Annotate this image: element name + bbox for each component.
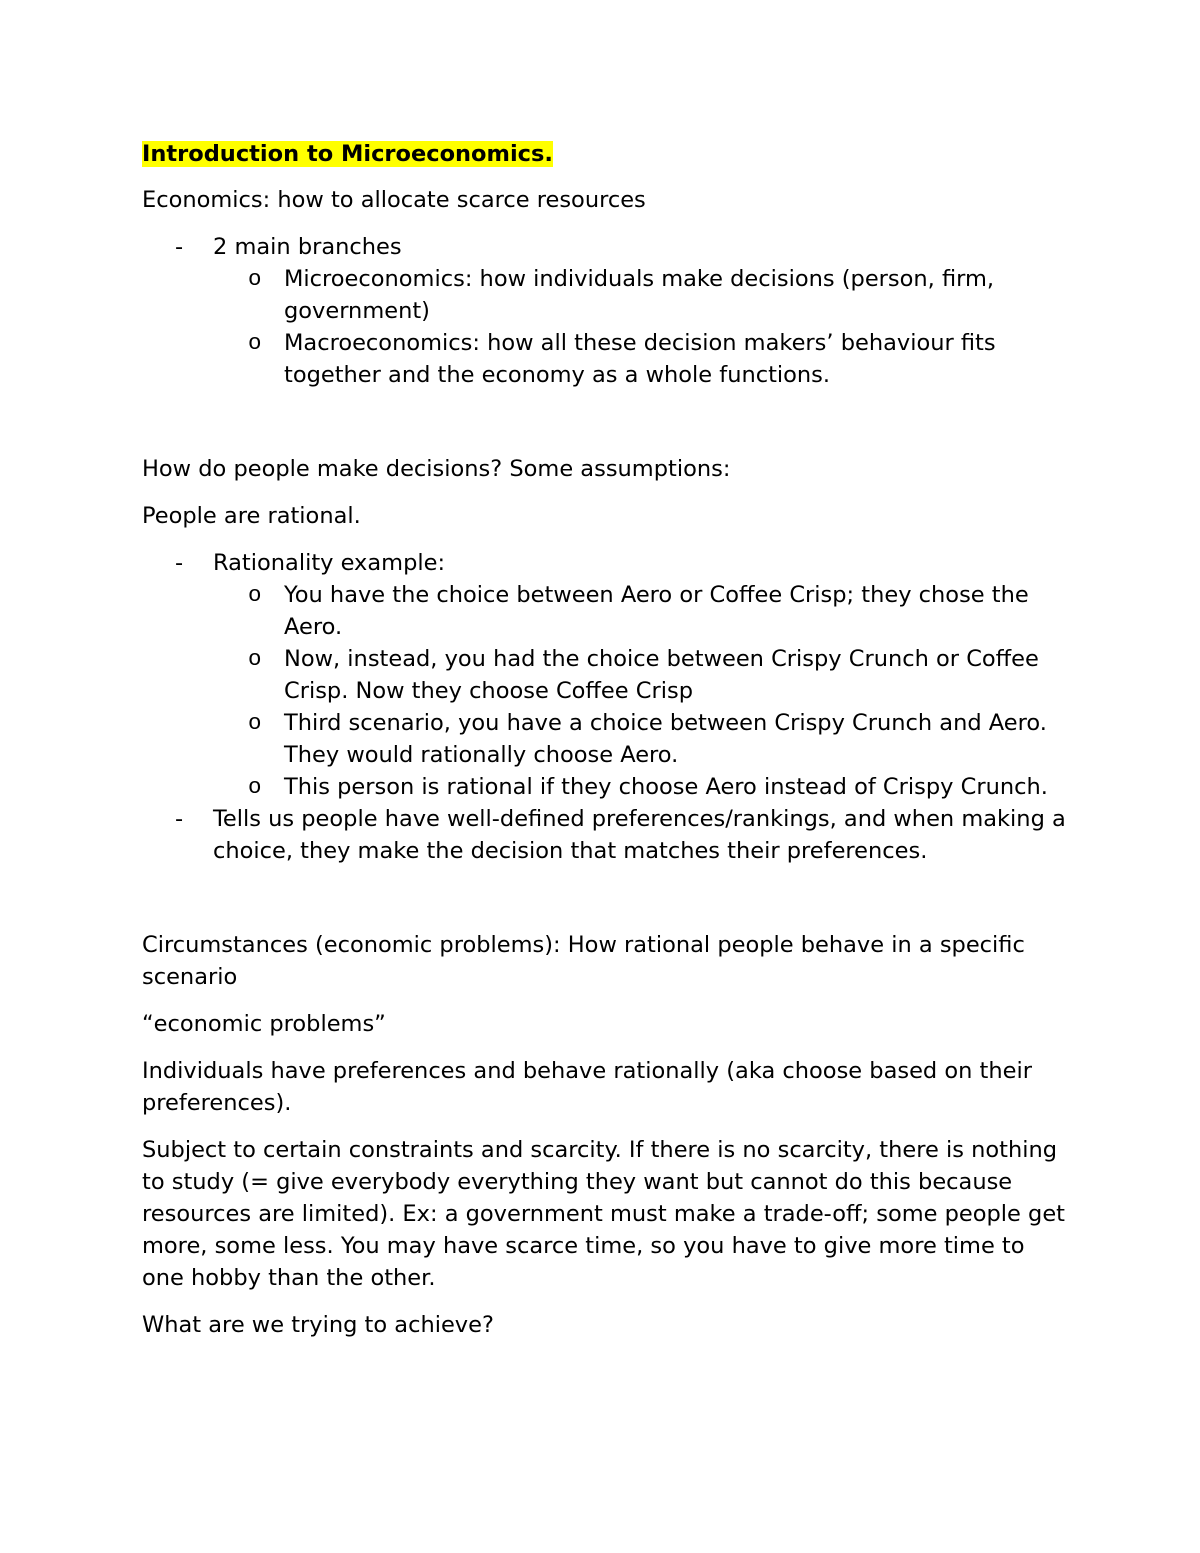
paragraph-circumstances: Circumstances (economic problems): How rational people behave in a specific scenario [142,932,1025,990]
circle-bullet: o [248,774,262,800]
rationality-label: Rationality example: [213,550,446,576]
list-item-microeconomics [142,263,1072,327]
branches-label: 2 main branches [213,234,402,260]
microeconomics-text: Microeconomics: how individuals make decisions (person, firm, government) [284,266,995,324]
macroeconomics-text: Macroeconomics: how all these decision makers’ behaviour fits together and the economy as a whole functions. [284,330,996,388]
circle-bullet: o [248,646,262,672]
paragraph-economic-problems-quote: “economic problems” [142,1011,386,1037]
blank-line [142,882,1072,929]
list-item-scenario-2 [142,643,1072,707]
title-line [142,138,1072,170]
scenario-1-text: You have the choice between Aero or Coffee Crisp; they chose the Aero. [284,582,1029,640]
circle-bullet: o [248,330,262,356]
scenario-4-text: This person is rational if they choose Aero instead of Crispy Crunch. [284,774,1048,800]
list-item-scenario-3 [142,707,1072,771]
list-item-branches [142,231,1072,391]
dash-bullet: - [175,234,184,260]
list-item-macroeconomics [142,327,1072,391]
list-item-rationality [142,547,1072,803]
list-item-tells-us [142,803,1072,867]
scenario-2-text: Now, instead, you had the choice between Crispy Crunch or Coffee Crisp. Now they choose Coffee Crisp [284,646,1039,704]
circle-bullet: o [248,582,262,608]
document-page [142,138,1072,1356]
list-item-scenario-4 [142,771,1072,803]
branches-list [142,231,1072,391]
dash-bullet: - [175,806,184,832]
paragraph-people-rational: People are rational. [142,503,361,529]
dash-bullet: - [175,550,184,576]
rationality-sublist [213,579,1072,803]
branches-sublist [213,263,1072,391]
paragraph-constraints-scarcity: Subject to certain constraints and scarcity. If there is no scarcity, there is nothing to study (= give everybody everything they want but cannot do this because resources are limited). Ex: a government must make a trade-off; some people get more, some less. You may have scarce time, so you have to give more time to one hobby than the other. [142,1137,1065,1291]
list-item-scenario-1 [142,579,1072,643]
paragraph-economics-definition: Economics: how to allocate scarce resources [142,187,646,213]
document-title: Introduction to Microeconomics. [142,141,553,167]
circle-bullet: o [248,710,262,736]
paragraph-individuals-preferences: Individuals have preferences and behave rationally (aka choose based on their preferences). [142,1058,1032,1116]
blank-line [142,406,1072,453]
paragraph-what-achieve: What are we trying to achieve? [142,1312,494,1338]
tells-us-text: Tells us people have well-defined preferences/rankings, and when making a choice, they make the decision that matches their preferences. [213,806,1066,864]
scenario-3-text: Third scenario, you have a choice between Crispy Crunch and Aero. They would rationally choose Aero. [284,710,1047,768]
paragraph-how-decisions: How do people make decisions? Some assumptions: [142,456,731,482]
circle-bullet: o [248,266,262,292]
rationality-list [142,547,1072,867]
